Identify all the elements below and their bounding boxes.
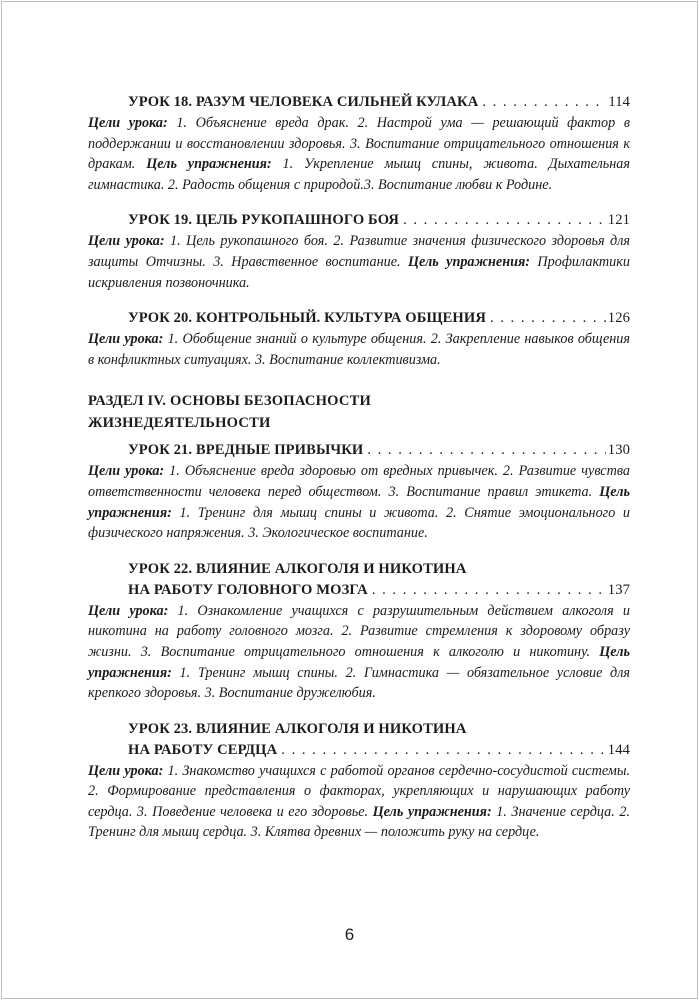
toc-title-line[interactable] (88, 92, 630, 113)
table-of-contents (88, 92, 630, 858)
page-ref: 130 (607, 442, 630, 459)
goals-label: Цели урока: (88, 463, 165, 480)
exercise-label: Цель упражнения: (146, 156, 272, 173)
toc-entry-lesson-20 (88, 308, 630, 370)
toc-entry-lesson-23 (88, 719, 630, 843)
lesson-description (88, 461, 630, 543)
lesson-title-line-1: УРОК 22. ВЛИЯНИЕ АЛКОГОЛЯ И НИКОТИНА (128, 560, 467, 577)
section-heading (88, 390, 630, 434)
exercise-text: 1. Значение сердца. 2. Тренинг для мышц сердца. 3. Клятва древних — положить руку на сердце. (88, 803, 630, 841)
lesson-title: УРОК 21. ВРЕДНЫЕ ПРИВЫЧКИ (128, 442, 364, 459)
exercise-label: Цель упражнения: (88, 483, 630, 521)
exercise-text: 1. Укрепление мышц спины, живота. Дыхательная гимнастика. 2. Радость общения с природой.3. Воспитание любви к Родине. (88, 156, 630, 193)
page-number: 6 (344, 925, 355, 944)
lesson-description (88, 113, 630, 195)
leader-dots (482, 92, 606, 113)
page-ref: 114 (608, 94, 630, 110)
toc-entry-lesson-19 (88, 210, 630, 293)
exercise-text: 1. Тренинг для мышц спины и живота. 2. Снятие эмоционального и физического напряжения. 3. Экологическое воспитание. (88, 504, 630, 542)
page-ref: 144 (607, 741, 630, 758)
lesson-description (88, 761, 630, 843)
lesson-title-line-1: УРОК 23. ВЛИЯНИЕ АЛКОГОЛЯ И НИКОТИНА (128, 720, 467, 737)
toc-entry-lesson-21 (88, 440, 630, 543)
toc-title-line[interactable] (88, 210, 630, 231)
toc-title-line-1[interactable] (88, 719, 630, 740)
goals-label: Цели урока: (88, 233, 165, 250)
goals-text: 1. Обобщение знаний о культуре общения. 2. Закрепление навыков общения в конфликтных ситуациях. 3. Воспитание коллективизма. (88, 331, 630, 368)
page-ref: 121 (607, 212, 630, 229)
leader-dots (490, 308, 606, 329)
exercise-text: Профилактики искривления позвоночника. (88, 253, 630, 291)
toc-entry-lesson-22 (88, 559, 630, 704)
goals-label: Цели урока: (88, 602, 169, 619)
goals-text: 1. Знакомство учащихся с работой органов сердечно-сосудистой системы. 2. Формирование представления о факторах, укрепляющих и нарушающих работу сердца. 3. Поведение человека и его здоровье. (88, 762, 631, 820)
goals-text: 1. Объяснение вреда здоровью от вредных привычек. 2. Развитие чувства ответственности человека перед обществом. 3. Воспитание правил этикета. (88, 463, 630, 500)
exercise-text: 1. Тренинг мышц спины. 2. Гимнастика — обязательное условие для крепкого здоровья. 3. Воспитание дружелюбия. (88, 664, 630, 702)
toc-title-line-2[interactable] (88, 580, 630, 601)
lesson-title: УРОК 18. РАЗУМ ЧЕЛОВЕКА СИЛЬНЕЙ КУЛАКА (128, 94, 479, 110)
toc-title-line-2[interactable] (88, 740, 630, 761)
section-heading-line-2: ЖИЗНЕДЕЯТЕЛЬНОСТИ (88, 415, 271, 432)
toc-title-line[interactable] (88, 440, 630, 461)
toc-entry-lesson-18 (88, 92, 630, 195)
goals-text: 1. Ознакомление учащихся с разрушительным действием алкоголя и никотина на работу головного мозга. 2. Развитие стремления к здоровому образу жизни. 3. Воспитание отрицательного отношения к алкоголю и никотину. (88, 602, 630, 660)
section-heading-line-1: РАЗДЕЛ IV. ОСНОВЫ БЕЗОПАСНОСТИ (88, 393, 372, 410)
lesson-description (88, 601, 630, 704)
toc-title-line[interactable] (88, 308, 630, 329)
lesson-title: УРОК 20. КОНТРОЛЬНЫЙ. КУЛЬТУРА ОБЩЕНИЯ (128, 310, 486, 327)
page-ref: 137 (607, 581, 630, 598)
lesson-title-line-2: НА РАБОТУ СЕРДЦА (128, 741, 278, 758)
goals-label: Цели урока: (88, 331, 164, 348)
leader-dots (367, 440, 605, 461)
goals-label: Цели урока: (88, 115, 168, 131)
lesson-description (88, 231, 630, 293)
goals-label: Цели урока: (88, 762, 164, 779)
exercise-label: Цель упражнения: (407, 253, 530, 270)
goals-text: 1. Цель рукопашного боя. 2. Развитие значения физического здоровья для защиты Отчизны. 3. Нравственное воспитание. (88, 233, 630, 270)
lesson-title: УРОК 19. ЦЕЛЬ РУКОПАШНОГО БОЯ (128, 212, 400, 229)
exercise-label: Цель упражнения: (372, 803, 492, 820)
leader-dots (281, 740, 606, 761)
goals-text: 1. Объяснение вреда драк. 2. Настрой ума — решающий фактор в поддержании и восстановлении здоровья. 3. Воспитание отрицательного отношения к дракам. (88, 115, 630, 173)
leader-dots (403, 210, 606, 231)
lesson-title-line-2: НА РАБОТУ ГОЛОВНОГО МОЗГА (128, 581, 368, 598)
page-ref: 126 (607, 310, 630, 327)
exercise-label: Цель упражнения: (88, 643, 630, 681)
toc-title-line-1[interactable] (88, 559, 630, 580)
leader-dots (372, 580, 606, 601)
lesson-description (88, 329, 630, 370)
